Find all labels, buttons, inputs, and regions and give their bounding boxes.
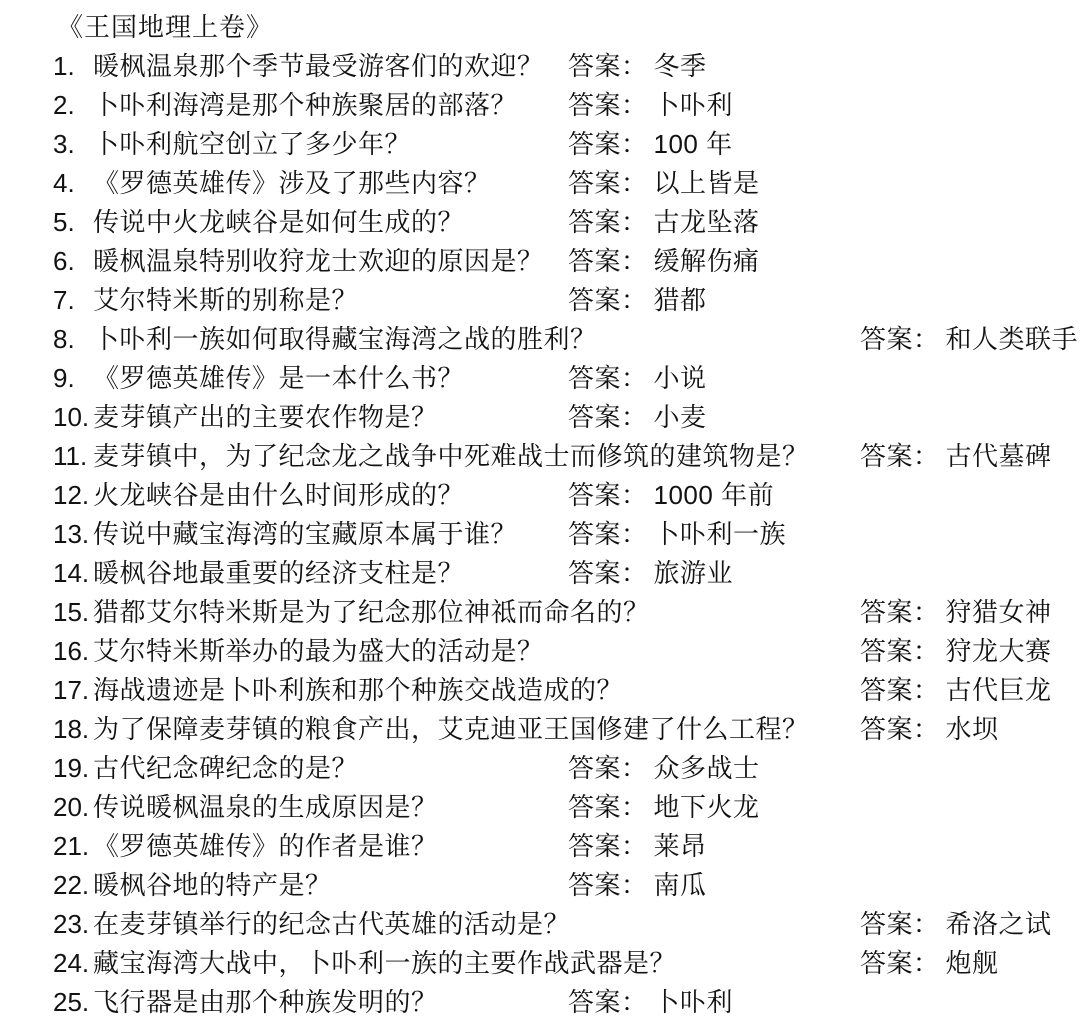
item-number: 18. xyxy=(53,714,90,744)
question-text: 麦芽镇中，为了纪念龙之战争中死难战士而修筑的建筑物是？ xyxy=(93,441,809,471)
question-text: 暖枫谷地的特产是？ xyxy=(93,870,332,900)
answer-label: 答案： xyxy=(568,51,648,81)
question-text: 麦芽镇产出的主要农作物是？ xyxy=(93,402,438,432)
question-text: 艾尔特米斯举办的最为盛大的活动是？ xyxy=(93,636,544,666)
answer-label: 答案： xyxy=(860,948,940,978)
document-title: 《王国地理上卷》 xyxy=(57,12,274,42)
answer-text: 狩猎女神 xyxy=(945,597,1052,627)
answer-label: 答案： xyxy=(568,519,648,549)
item-number: 17. xyxy=(53,675,90,705)
answer-label: 答案： xyxy=(568,129,648,159)
answer-text: 以上皆是 xyxy=(653,168,760,198)
answer-text: 旅游业 xyxy=(653,558,734,588)
qa-row xyxy=(0,671,1080,710)
answer-text: 南瓜 xyxy=(653,870,707,900)
qa-row xyxy=(0,632,1080,671)
answer-text: 古代巨龙 xyxy=(945,675,1052,705)
answer xyxy=(860,320,1078,359)
item-number: 20. xyxy=(53,792,90,822)
answer xyxy=(860,905,1052,944)
question-text: 卜卟利航空创立了多少年？ xyxy=(93,129,412,159)
answer-label: 答案： xyxy=(860,441,940,471)
item-number: 4. xyxy=(53,168,75,198)
question-text: 飞行器是由那个种族发明的？ xyxy=(93,987,438,1017)
answer-text: 小麦 xyxy=(653,402,707,432)
question-text: 传说中火龙峡谷是如何生成的？ xyxy=(93,207,465,237)
question-text: 暖枫谷地最重要的经济支柱是？ xyxy=(93,558,465,588)
answer-label: 答案： xyxy=(860,597,940,627)
item-number: 6. xyxy=(53,246,75,276)
answer-text: 冬季 xyxy=(653,51,707,81)
qa-row xyxy=(0,593,1080,632)
question-text: 《罗德英雄传》是一本什么书？ xyxy=(93,363,465,393)
qa-row xyxy=(0,86,1080,125)
qa-row xyxy=(0,47,1080,86)
answer xyxy=(860,671,1052,710)
qa-row xyxy=(0,749,1080,788)
answer-label: 答案： xyxy=(568,987,648,1017)
question-text: 《罗德英雄传》的作者是谁？ xyxy=(93,831,438,861)
answer xyxy=(860,632,1052,671)
answer-text: 卜卟利 xyxy=(653,987,734,1017)
answer-text: 卜卟利一族 xyxy=(653,519,787,549)
qa-row xyxy=(0,866,1080,905)
qa-row xyxy=(0,281,1080,320)
item-number: 11. xyxy=(53,441,88,471)
qa-row xyxy=(0,983,1080,1022)
qa-row xyxy=(0,476,1080,515)
item-number: 2. xyxy=(53,90,75,120)
answer-label: 答案： xyxy=(568,402,648,432)
item-number: 24. xyxy=(53,948,90,978)
answer-text: 卜卟利 xyxy=(653,90,734,120)
item-number: 15. xyxy=(53,597,90,627)
question-text: 暖枫温泉特别收狩龙士欢迎的原因是？ xyxy=(93,246,544,276)
question-text: 卜卟利海湾是那个种族聚居的部落？ xyxy=(93,90,518,120)
answer xyxy=(860,437,1052,476)
qa-row xyxy=(0,944,1080,983)
question-text: 传说暖枫温泉的生成原因是？ xyxy=(93,792,438,822)
answer xyxy=(568,398,707,437)
item-number: 3. xyxy=(53,129,75,159)
answer-text: 地下火龙 xyxy=(653,792,760,822)
answer xyxy=(860,593,1052,632)
item-number: 16. xyxy=(53,636,90,666)
item-number: 25. xyxy=(53,987,90,1017)
answer xyxy=(568,242,760,281)
question-text: 艾尔特米斯的别称是？ xyxy=(93,285,359,315)
answer-label: 答案： xyxy=(860,909,940,939)
answer-text: 小说 xyxy=(653,363,707,393)
item-number: 19. xyxy=(53,753,90,783)
answer xyxy=(568,788,760,827)
answer xyxy=(568,125,733,164)
answer-label: 答案： xyxy=(860,324,940,354)
title-line xyxy=(0,8,1080,47)
qa-row xyxy=(0,125,1080,164)
answer-label: 答案： xyxy=(568,168,648,198)
item-number: 14. xyxy=(53,558,90,588)
answer-label: 答案： xyxy=(860,675,940,705)
answer xyxy=(568,86,733,125)
answer xyxy=(568,983,733,1022)
answer xyxy=(860,944,999,983)
question-text: 卜卟利一族如何取得藏宝海湾之战的胜利？ xyxy=(93,324,597,354)
qa-row xyxy=(0,164,1080,203)
qa-row xyxy=(0,788,1080,827)
answer-label: 答案： xyxy=(568,480,648,510)
item-number: 7. xyxy=(53,285,75,315)
answer xyxy=(568,749,760,788)
answer xyxy=(568,203,760,242)
qa-row xyxy=(0,554,1080,593)
answer-text: 水坝 xyxy=(945,714,999,744)
answer-text: 和人类联手 xyxy=(945,324,1079,354)
answer-label: 答案： xyxy=(568,207,648,237)
answer-text: 古代墓碑 xyxy=(945,441,1052,471)
answer-text: 1000 年前 xyxy=(653,480,775,510)
qa-row xyxy=(0,203,1080,242)
item-number: 10. xyxy=(53,402,90,432)
item-number: 21. xyxy=(53,831,90,861)
answer xyxy=(568,164,760,203)
answer xyxy=(568,515,786,554)
answer-text: 猎都 xyxy=(653,285,707,315)
item-number: 13. xyxy=(53,519,90,549)
question-text: 火龙峡谷是由什么时间形成的？ xyxy=(93,480,465,510)
item-number: 12. xyxy=(53,480,90,510)
answer xyxy=(568,827,707,866)
answer xyxy=(568,281,707,320)
item-number: 8. xyxy=(53,324,75,354)
answer-text: 炮舰 xyxy=(945,948,999,978)
answer xyxy=(568,554,733,593)
qa-row xyxy=(0,437,1080,476)
answer-text: 缓解伤痛 xyxy=(653,246,760,276)
qa-row xyxy=(0,320,1080,359)
answer-label: 答案： xyxy=(568,90,648,120)
qa-row xyxy=(0,710,1080,749)
answer-text: 众多战士 xyxy=(653,753,760,783)
answer-label: 答案： xyxy=(568,363,648,393)
question-text: 暖枫温泉那个季节最受游客们的欢迎？ xyxy=(93,51,544,81)
question-text: 传说中藏宝海湾的宝藏原本属于谁？ xyxy=(93,519,518,549)
item-number: 23. xyxy=(53,909,90,939)
item-number: 22. xyxy=(53,870,90,900)
question-text: 为了保障麦芽镇的粮食产出，艾克迪亚王国修建了什么工程？ xyxy=(93,714,809,744)
answer-label: 答案： xyxy=(568,246,648,276)
answer-text: 古龙坠落 xyxy=(653,207,760,237)
answer-label: 答案： xyxy=(568,753,648,783)
question-text: 猎都艾尔特米斯是为了纪念那位神祗而命名的？ xyxy=(93,597,650,627)
answer xyxy=(568,359,707,398)
question-text: 藏宝海湾大战中，卜卟利一族的主要作战武器是？ xyxy=(93,948,677,978)
answer-label: 答案： xyxy=(568,792,648,822)
question-text: 海战遗迹是卜卟利族和那个种族交战造成的？ xyxy=(93,675,624,705)
qa-row xyxy=(0,398,1080,437)
qa-row xyxy=(0,515,1080,554)
answer xyxy=(568,476,774,515)
answer-label: 答案： xyxy=(568,285,648,315)
qa-row xyxy=(0,827,1080,866)
answer-label: 答案： xyxy=(860,636,940,666)
answer-text: 希洛之试 xyxy=(945,909,1052,939)
item-number: 5. xyxy=(53,207,75,237)
question-text: 古代纪念碑纪念的是？ xyxy=(93,753,359,783)
answer-label: 答案： xyxy=(568,558,648,588)
question-text: 在麦芽镇举行的纪念古代英雄的活动是？ xyxy=(93,909,571,939)
answer-text: 100 年 xyxy=(653,129,733,159)
answer xyxy=(568,866,707,905)
answer xyxy=(568,47,707,86)
answer-label: 答案： xyxy=(568,831,648,861)
item-number: 9. xyxy=(53,363,75,393)
answer-label: 答案： xyxy=(860,714,940,744)
answer-text: 狩龙大赛 xyxy=(945,636,1052,666)
answer-text: 莱昂 xyxy=(653,831,707,861)
item-number: 1. xyxy=(53,51,75,81)
qa-row xyxy=(0,242,1080,281)
answer xyxy=(860,710,999,749)
answer-label: 答案： xyxy=(568,870,648,900)
qa-row xyxy=(0,359,1080,398)
qa-row xyxy=(0,905,1080,944)
question-text: 《罗德英雄传》涉及了那些内容？ xyxy=(93,168,491,198)
